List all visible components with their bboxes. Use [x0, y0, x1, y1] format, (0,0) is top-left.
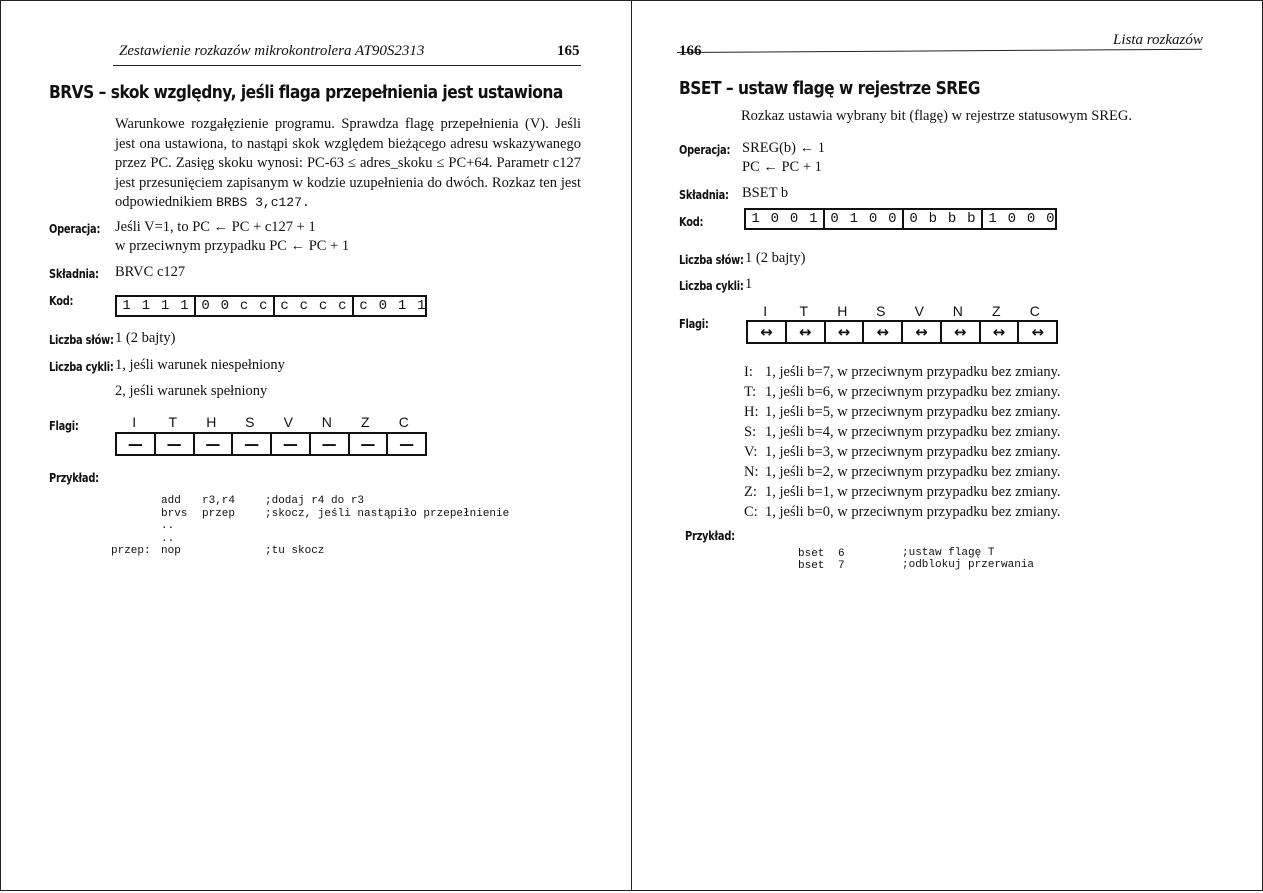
opcode-bit: 1 [122, 298, 131, 314]
flag-name-s: S [876, 303, 886, 319]
opcode-bit: c [259, 298, 268, 314]
flag-names [115, 414, 423, 430]
flag-name-z: Z [360, 414, 370, 430]
flag-name-i: I [132, 414, 137, 430]
opcode-bit: b [928, 211, 938, 227]
flag-note-text: 1, jeśli b=3, w przeciwnym przypadku bez zmiany. [765, 444, 1061, 460]
operation-line-1: Jeśli V=1, to PC ← PC + c127 + 1 [115, 219, 316, 235]
flag-note-text: 1, jeśli b=5, w przeciwnym przypadku bez zmiany. [765, 404, 1061, 420]
flag-note-label: T: [744, 384, 757, 400]
label-operacja: Operacja: [49, 222, 101, 236]
flag-effect-v: — [272, 434, 311, 454]
opcode-bit: 1 [397, 298, 407, 314]
flag-effect-n: — [311, 434, 350, 454]
running-header-title: Zestawienie rozkazów mikrokontrolera AT90S2313 [119, 43, 425, 59]
opcode-nibble [354, 297, 431, 315]
label-liczba-cykli: Liczba cykli: [49, 360, 114, 374]
code-comment: ;ustaw flagę T [902, 547, 995, 559]
flag-note-text: 1, jeśli b=7, w przeciwnym przypadku bez zmiany. [765, 364, 1061, 380]
header-rule [113, 65, 581, 66]
instruction-description: Warunkowe rozgałęzienie programu. Sprawdza flagę przepełnienia (V). Jeśli jest ona ustawiona, to nastąpi skok względem bieżącego adresu wskazywanego przez PC. Zasięg skoku wynosi: PC-63 ≤ adres_skoku ≤ PC+64. Parametr c127 jest przesunięciem zapisanym w kodzie uzupełnienia do dwóch. Rozkaz ten jest odpowiednikiem BRBS 3,c127. [115, 116, 581, 210]
instruction-description: Rozkaz ustawia wybrany bit (flagę) w rejestrze statusowym SREG. [741, 108, 1132, 124]
flag-name-n: N [952, 303, 963, 319]
cycle-count: 1 [745, 276, 753, 292]
flag-effect-z: — [350, 434, 389, 454]
flag-effect-s: ↔ [864, 322, 903, 342]
code-args: r3,r4 [202, 495, 236, 507]
operation-line-1: SREG(b) ← 1 [742, 140, 825, 156]
flag-name-h: H [206, 414, 217, 430]
opcode-nibble [983, 210, 1060, 228]
opcode-bit: c [239, 298, 249, 314]
flag-note-label: I: [744, 364, 753, 380]
opcode-nibble [275, 297, 354, 315]
flag-note-label: C: [744, 504, 758, 520]
code-op: bset [798, 548, 825, 560]
cycles-line-2: 2, jeśli warunek spełniony [115, 383, 268, 399]
opcode-bit: 0 [888, 211, 897, 227]
opcode-bit: c [299, 298, 309, 314]
code-comment: ;dodaj r4 do r3 [265, 495, 365, 507]
flag-name-v: V [914, 303, 924, 319]
header-rule [677, 49, 1202, 53]
opcode-nibble [825, 210, 904, 228]
opcode-bit: 1 [849, 211, 859, 227]
code-args: przep [202, 507, 236, 520]
label-skladnia: Składnia: [49, 267, 99, 281]
opcode-bit: c [280, 298, 289, 314]
opcode-bit: 0 [770, 211, 780, 227]
opcode-bit: 0 [1007, 211, 1017, 227]
flag-name-h: H [837, 303, 848, 319]
code-comment: ;odblokuj przerwania [902, 559, 1035, 571]
code-op: .. [161, 520, 175, 532]
label-liczba-slow: Liczba słów: [679, 253, 744, 267]
label-flagi: Flagi: [679, 317, 709, 331]
opcode-bit: 1 [160, 298, 170, 314]
instruction-heading: BSET – ustaw flagę w rejestrze SREG [679, 78, 980, 99]
code-op: .. [161, 532, 175, 545]
label-liczba-slow: Liczba słów: [49, 333, 114, 347]
opcode-bit: 0 [1046, 211, 1055, 227]
opcode-bit: 0 [830, 211, 839, 227]
flag-effect-c: ↔ [1031, 323, 1044, 341]
flag-note-label: S: [744, 424, 757, 440]
opcode-bit-field [115, 295, 427, 317]
flag-name-t: T [799, 303, 809, 319]
code-op: add [161, 495, 181, 507]
flag-name-z: Z [991, 303, 1001, 319]
instruction-heading: BRVS – skok względny, jeśli flaga przepełnienia jest ustawiona [49, 82, 563, 103]
flag-effect-h: ↔ [826, 322, 865, 342]
opcode-nibble [746, 210, 825, 228]
label-przyklad: Przykład: [685, 529, 735, 543]
opcode-bit: 1 [988, 211, 997, 227]
flag-note-text: 1, jeśli b=6, w przeciwnym przypadku bez zmiany. [765, 384, 1061, 400]
flag-effect-v: ↔ [903, 322, 942, 342]
flag-effect-c: — [399, 435, 415, 453]
flag-name-c: C [1029, 303, 1040, 319]
flag-effects-table [115, 432, 427, 456]
opcode-bit-field [744, 208, 1057, 230]
page-number: 166 [679, 43, 702, 59]
right-page [631, 0, 1263, 891]
opcode-nibble [117, 297, 196, 315]
flag-name-c: C [398, 414, 409, 430]
syntax: BSET b [742, 185, 789, 201]
word-count: 1 (2 bajty) [115, 330, 176, 346]
flag-name-t: T [168, 414, 178, 430]
word-count: 1 (2 bajty) [745, 250, 806, 266]
label-kod: Kod: [679, 215, 704, 229]
code-op: brvs [161, 507, 188, 520]
code-op: bset [798, 560, 825, 572]
code-args: 6 [838, 548, 845, 560]
flag-note-label: N: [744, 464, 759, 480]
flag-effect-t: — [156, 434, 195, 454]
flag-effects-table [746, 320, 1058, 344]
flag-name-n: N [321, 414, 332, 430]
label-przyklad: Przykład: [49, 471, 99, 485]
flag-effect-n: ↔ [942, 322, 981, 342]
label-kod: Kod: [49, 294, 74, 308]
code-label: przep: [111, 545, 151, 557]
opcode-nibble [196, 297, 275, 315]
opcode-bit: c [359, 298, 368, 314]
opcode-nibble [904, 210, 983, 228]
label-liczba-cykli: Liczba cykli: [679, 279, 744, 293]
flag-effect-h: — [195, 434, 234, 454]
flag-note-label: V: [744, 444, 758, 460]
opcode-bit: 1 [809, 211, 818, 227]
opcode-bit: 0 [378, 298, 388, 314]
opcode-bit: 0 [220, 298, 230, 314]
opcode-bit: 1 [141, 298, 151, 314]
flag-note-label: Z: [744, 484, 757, 500]
code-op: nop [161, 545, 181, 557]
flag-effect-s: — [233, 434, 272, 454]
opcode-bit: c [318, 298, 328, 314]
flag-note-text: 1, jeśli b=2, w przeciwnym przypadku bez zmiany. [765, 464, 1061, 480]
flag-name-s: S [245, 414, 255, 430]
operation-line-2: PC ← PC + 1 [742, 159, 822, 175]
opcode-bit: c [338, 298, 347, 314]
code-comment: ;skocz, jeśli nastąpiło przepełnienie [265, 507, 510, 520]
opcode-bit: 0 [909, 211, 918, 227]
flag-note-text: 1, jeśli b=4, w przeciwnym przypadku bez zmiany. [765, 424, 1061, 440]
operation-line-2: w przeciwnym przypadku PC ← PC + 1 [115, 238, 350, 254]
flag-names [746, 303, 1054, 319]
flag-effect-i: ↔ [748, 322, 787, 342]
flag-name-v: V [283, 414, 293, 430]
label-skladnia: Składnia: [679, 188, 729, 202]
syntax: BRVC c127 [115, 264, 186, 280]
opcode-bit: 0 [201, 298, 210, 314]
opcode-bit: 0 [789, 211, 799, 227]
page-number: 165 [557, 43, 580, 59]
opcode-bit: b [947, 211, 957, 227]
flag-note-label: H: [744, 404, 759, 420]
flag-note-text: 1, jeśli b=1, w przeciwnym przypadku bez zmiany. [765, 484, 1061, 500]
code-comment: ;tu skocz [265, 545, 325, 557]
opcode-bit: 0 [868, 211, 878, 227]
opcode-bit: 1 [751, 211, 760, 227]
left-page [0, 0, 632, 891]
running-header-title: Lista rozkazów [1113, 32, 1203, 48]
flag-effect-i: — [117, 434, 156, 454]
flag-effect-t: ↔ [787, 322, 826, 342]
label-operacja: Operacja: [679, 143, 731, 157]
code-args: 7 [838, 560, 845, 572]
opcode-bit: 1 [180, 298, 189, 314]
flag-effect-z: ↔ [981, 322, 1020, 342]
opcode-bit: 0 [1026, 211, 1036, 227]
flag-note-text: 1, jeśli b=0, w przeciwnym przypadku bez zmiany. [765, 504, 1061, 520]
opcode-bit: b [967, 211, 976, 227]
cycles-line-1: 1, jeśli warunek niespełniony [115, 357, 285, 373]
label-flagi: Flagi: [49, 419, 79, 433]
flag-name-i: I [763, 303, 768, 319]
opcode-bit: 1 [417, 298, 426, 314]
